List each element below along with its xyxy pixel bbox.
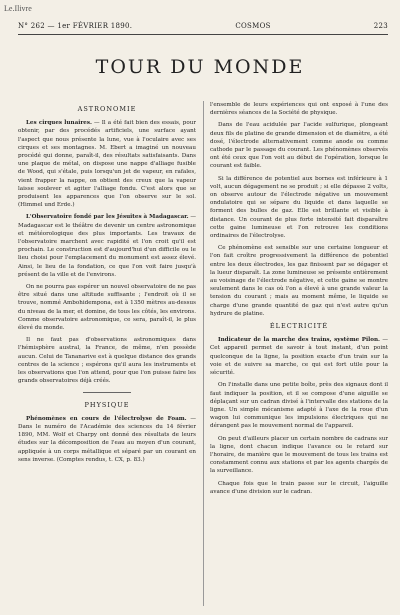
issue-number: N° 262 — 1er FÉVRIER 1890. [18,22,133,30]
article-paragraph [18,415,196,464]
article-lead: L'Observatoire fondé par les Jésuites à Madagascar. [26,214,189,221]
article-paragraph: l'ensemble de leurs expériences qui ont exposé à l'une des dernières séances de la Société de physique. [210,102,388,117]
page-number: 223 [373,22,388,30]
article-lead: Indicateur de la marche des trains, système Pilon. [218,337,381,344]
article-lead: Les cirques lunaires. [26,120,92,127]
article-paragraph: Ce phénomène est sensible sur une certaine longueur et l'on fait croître progressivement la différence de potentiel entre les deux électrodes, les gaz finissent par se dégager et la lueur disparaît. La zone lumineuse se présente entièrement au voisinage de l'électrode négative, et cette gaine se montre seulement dans le cas où l'on a élevé à une grande valeur la tension du courant ; mais au moment même, le liquide se charge d'une grande quantité de gaz qui n'est autre qu'un hydrure de platine. [210,245,388,317]
article-columns [18,101,388,606]
article-paragraph: On peut d'ailleurs placer un certain nombre de cadrans sur la ligne, dont chacun indique l'avance ou le retard sur l'horaire, de manière que le mouvement de tous les trains est constamment connu aux stations et par les agents chargés de la surveillance. [210,435,388,475]
article-paragraph [210,336,388,377]
article-paragraph: On l'installe dans une petite boîte, près des signaux dont il faut indiquer la position, et il se compose d'une aiguille se déplaçant sur un cadran divisé à l'intervalle des stations de la ligne. Un simple mécanisme adapté à l'axe de la roue d'un wagon lui communique les impulsions électriques qui ne dérangent pas le mouvement normal de l'appareil. [210,382,388,430]
article-paragraph: Dans de l'eau acidulée par l'acide sulfurique, plongeant deux fils de platine de grande dimension et de diamètre, a été dosé, l'électrode alternativement comme anode ou comme cathode par le passage du courant. Les phénomènes observés ont été ceux que l'on voit au début de l'opération, lorsque le courant est faible. [210,122,388,170]
article-paragraph: Si la différence de potentiel aux bornes est inférieure à 1 volt, aucun dégagement ne se produit ; si elle dépasse 2 volts, on observe autour de l'électrode négative un mouvement ondulatoire qui se sépare du liquide et dans laquelle se forment des bulles de gaz. Elle est brillante et visible à distance. Un courant de plus forte intensité fait disparaître cette gaine lumineuse et l'on retrouve les conditions ordinaires de l'électrolyse. [210,175,388,240]
article-text: — Madagascar est le théâtre de devenir un centre astronomique et météorologique des plus importants. Les travaux de l'observatoire marchent avec rapidité et l'on croit qu'il est prochain. Le construction est d'aujourd'hui d'un difficile ou le lieu choisi pour l'emplacement du monument est assez élevé. Ainsi, le lieu de la fondation, ce que l'on voit faire jusqu'à présent de la ville et de l'environs. [18,214,196,278]
article-paragraph: Chaque fois que le train passe sur le circuit, l'aiguille avance d'une division sur le cadran. [210,480,388,495]
right-column [210,101,388,606]
article-text: — Dans le numéro de l'Académie des sciences du 14 février 1890, MM. Wolf et Charpy ont donné des résultats de leurs études sur la décomposition de l'eau au moyen d'un courant, appliquée à un corps métallique et séparé par un courant en sens inverse. (Comptes rendus, t. CX, p. 83.) [18,415,196,463]
running-header [18,22,388,30]
section-heading-electricite: ÉLECTRICITÉ [269,322,329,331]
section-heading-physique: PHYSIQUE [84,400,130,409]
article-paragraph [18,119,196,209]
watermark-text: Le.Ilivre [4,4,32,13]
article-paragraph: Il ne faut pas d'observations astronomiques dans l'hémisphère austral, la France, de même, n'en possède aucun. Celui de Tananarive est à quelque distance des grands centres de la science ; espérons qu'il aura les instruments et les observations que l'on attend, pour que l'on puisse faire les grands observatoires déjà créés. [18,337,196,385]
column-divider [203,101,204,606]
publication-name: COSMOS [235,22,271,30]
article-paragraph [18,213,196,279]
header-rule [18,34,388,35]
article-text: — Cet appareil permet de savoir à tout instant, d'un point quelconque de la ligne, la position exacte d'un train sur la voie et de suivre sa marche, ce qui est fort utile pour la sécurité. [210,337,388,377]
page-title: TOUR DU MONDE [95,56,305,78]
left-column [18,101,196,606]
section-divider [83,392,131,393]
section-heading-astronomie: ASTRONOMIE [77,105,137,113]
article-lead: Phénomènes en cours de l'électrolyse de Foam. [26,415,187,422]
article-paragraph: On ne pourra pas espérer un nouvel observatoire de ne pas être situé dans une altitude suffisante ; l'endroit où il se trouve, nommé Ambohidempona, est à 1350 mètres au-dessus du niveau de la mer, et domine, de tous les côtés, les environs. Comme observatoire astronomique, ce sera, paraît-il, le plus élevé du monde. [18,284,196,332]
article-text: — Il a été fait bien des essais, pour obtenir, par des procédés artificiels, une surface ayant l'aspect que nous présente la lune, vue à l'oculaire avec ses cirques et ses montagnes. M. Ebert a imaginé un nouveau procédé qui donne, paraît-il, des résultats satisfaisants. Dans une plaque de métal, on dispose une nappe d'alliage fusible de Wood, qui s'étale, puis lorsqu'un jet de vapeur, en rafales, vient frapper la nappe, on obtient des creux que la vapeur laisse soulever et agiter l'alliage fondu. C'est alors que se produisent les apparences que l'on observe sur le sol. (Himmel und Erde.) [18,120,196,209]
